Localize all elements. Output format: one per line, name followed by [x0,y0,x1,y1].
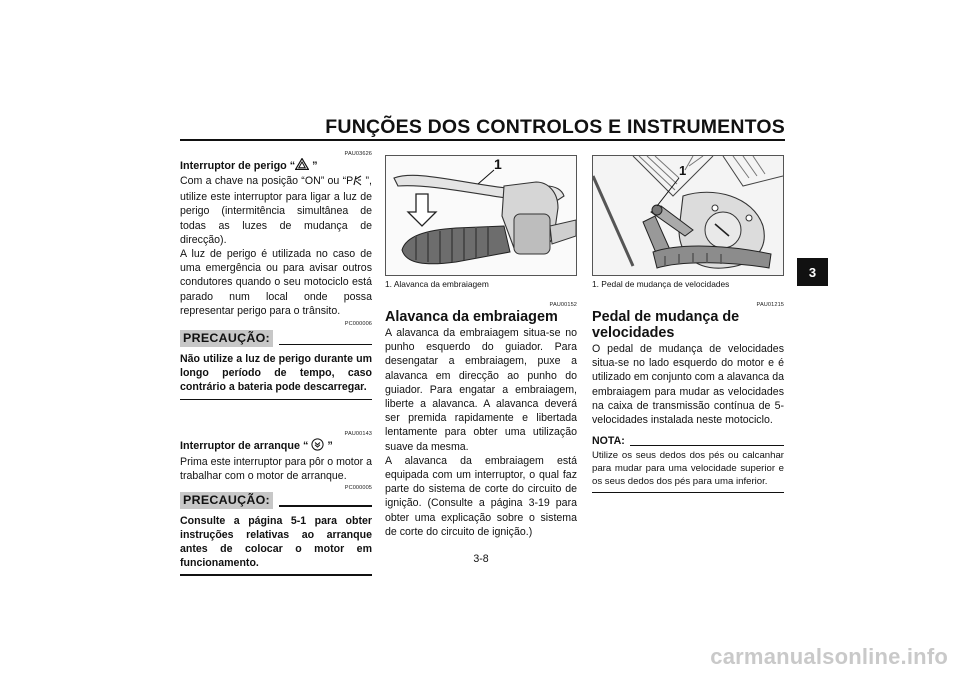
section-code: PAU00143 [344,431,372,438]
page-header-title: FUNÇÕES DOS CONTROLOS E INSTRUMENTOS [325,116,785,138]
figure-callout-number: 1 [494,156,502,172]
shift-pedal-heading: Pedal de mudança de velocidades [592,309,740,341]
starter-body: Prima este interruptor para pôr o motor a trabalhar com o motor de arranque. [180,456,372,483]
section-code: PC000006 [344,321,372,328]
heading-text: ” [324,440,333,453]
chapter-tab: 3 [797,258,828,286]
shift-pedal-figure [592,155,784,276]
hazard-switch-heading [180,158,372,174]
caution-end-rule [180,574,372,576]
caution-header [180,492,372,509]
column-right [592,155,784,493]
caution-rule [279,344,372,346]
column-middle [385,155,577,539]
heading-text: Interruptor de perigo “ [180,160,296,172]
section-code: PAU03626 [344,151,372,157]
caution-text: Consulte a página 5-1 para obter instruções relativas ao arranque antes de colocar o motor em funcionamento. [180,514,372,570]
hazard-body-2: A luz de perigo é utilizada no caso de uma emergência ou para avisar outros condutores quando o seu motociclo está parado num local onde possa representar perigo para o trânsito. [180,248,372,317]
caution-header [180,330,372,347]
heading-text: Interruptor de arranque “ [180,440,312,453]
column-left [180,150,372,576]
caution-rule [279,505,372,507]
section-code: PAU01215 [756,302,784,308]
note-text: Utilize os seus dedos dos pés ou calcanhar para mudar para uma velocidade superior e os seus dedos dos pés para uma inferior. [592,450,784,488]
shift-pedal-illustration [593,156,783,275]
clutch-lever-heading: Alavanca da embraiagem [385,309,558,325]
note-rule [630,445,784,446]
shift-pedal-body: O pedal de mudança de velocidades situa-se no lado esquerdo do motor e é utilizado em conjunto com a alavanca da embraiagem para mudar as velocidades na caixa de transmissão contínua de 5-velocidades instalada neste motociclo. [592,343,784,427]
note-end-rule [592,492,784,493]
page-number: 3-8 [473,553,489,565]
section-code: PC000005 [344,484,372,491]
caution-label: PRECAUÇÃO: [180,492,273,509]
hazard-triangle-icon [295,158,309,174]
starter-icon [311,438,324,455]
clutch-lever-body-1: A alavanca da embraiagem situa-se no punho esquerdo do guiador. Para desengatar a embraiagem, puxe a alavanca em direcção ao punho do guiador. Para engatar a embraiagem, liberte a alavanca. A alavanca deverá ser premida rapidamente e libertada lentamente para obter uma utilização suave da mesma. [385,327,577,453]
section-code: PAU00152 [549,302,577,308]
header-rule [180,139,785,141]
hazard-body-1 [180,174,372,247]
clutch-lever-body-2: A alavanca da embraiagem está equipada com um interruptor, o qual faz parte do sistema de corte do circuito de ignição. (Consulte a página 3-19 para obter uma explicação sobre o sistema de corte do circuito de ignição.) [385,454,577,538]
body-text: ”, utilize este interruptor para ligar a luz de perigo (intermitência simultânea de todas as luzes de mudança de direcção). [180,175,372,246]
clutch-lever-figure [385,155,577,276]
caution-end-rule [180,399,372,401]
body-text: Com a chave na posição “ON” ou “P [180,175,354,187]
note-label: NOTA: [592,435,625,448]
heading-text: ” [309,160,318,172]
caution-label: PRECAUÇÃO: [180,330,273,347]
caution-text: Não utilize a luz de perigo durante um longo período de tempo, caso contrário a bateria pode descarregar. [180,353,372,394]
figure-callout-number: 1 [679,163,687,178]
starter-switch-heading [180,438,372,455]
parking-p-icon [353,175,362,190]
site-watermark: carmanualsonline.info [710,644,948,669]
note-header [592,435,784,448]
figure-caption: 1. Pedal de mudança de velocidades [592,279,730,289]
clutch-lever-illustration [386,156,576,275]
figure-caption: 1. Alavanca da embraiagem [385,279,489,289]
